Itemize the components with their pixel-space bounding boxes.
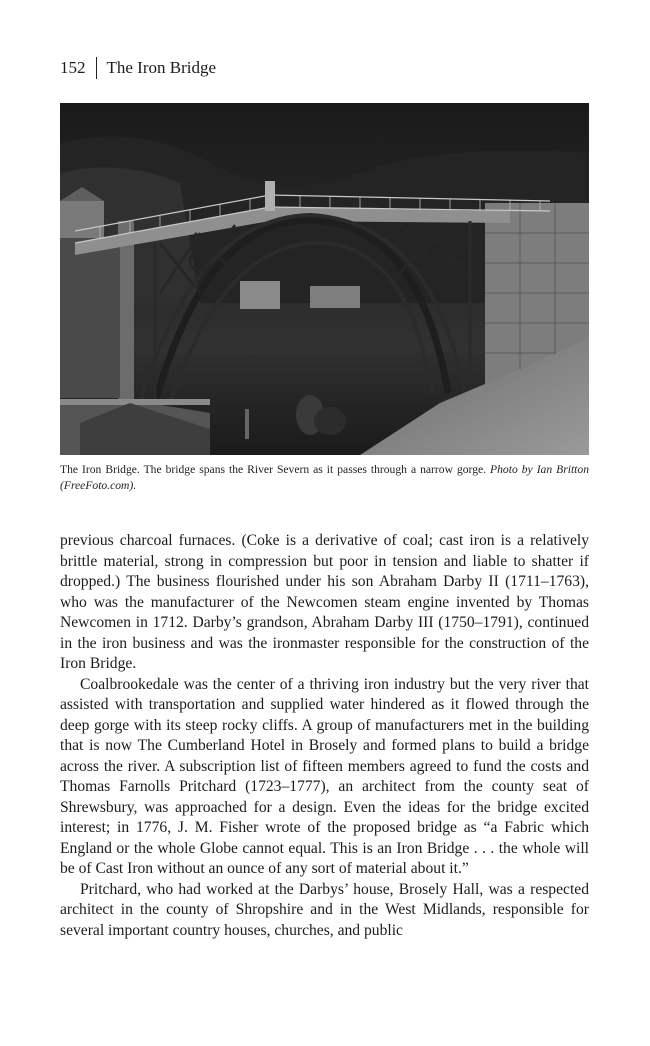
paragraph: Pritchard, who had worked at the Darbys’ house, Brosely Hall, was a respected architect in the county of Shropshire and in the West Midlands, responsible for several important country houses, churches, and public (60, 880, 589, 939)
iron-bridge-photo (60, 103, 589, 455)
page-number: 152 (60, 58, 86, 77)
header-divider (96, 57, 97, 79)
bridge-photo-illustration (60, 103, 589, 455)
body-text (60, 531, 589, 941)
running-head (60, 56, 216, 80)
caption-text: The Iron Bridge. The bridge spans the River Severn as it passes through a narrow gorge. (60, 463, 491, 476)
paragraph: previous charcoal furnaces. (Coke is a derivative of coal; cast iron is a relatively brittle material, strong in compression but poor in tension and liable to shatter if dropped.) The business flourished under his son Abraham Darby II (1711–1763), who was the manufacturer of the Newcomen steam engine invented by Thomas Newcomen in 1712. Darby’s grandson, Abraham Darby III (1750–1791), continued in the iron business and was the ironmaster responsible for the construction of the Iron Bridge. (60, 532, 589, 672)
paragraph: Coalbrookedale was the center of a thriving iron industry but the very river that assisted with transportation and supplied water hindered as it flowed through the deep gorge with its steep rocky cliffs. A group of manufacturers met in the building that is now The Cumberland Hotel in Brosely and formed plans to build a bridge across the river. A subscription list of fifteen members agreed to fund the costs and Thomas Farnolls Pritchard (1723–1777), an architect from the county seat of Shrewsbury, was approached for a design. Even the ideas for the bridge excited interest; in 1776, J. M. Fisher wrote of the proposed bridge as “a Fabric which England or the whole Globe cannot equal. This is an Iron Bridge . . . the whole will be of Cast Iron without an ounce of any sort of material about it.” (60, 675, 589, 877)
caption-photo-credit: Photo by Ian Britton (FreeFoto.com). (60, 463, 590, 492)
running-title: The Iron Bridge (106, 58, 217, 77)
figure-caption (60, 462, 589, 494)
